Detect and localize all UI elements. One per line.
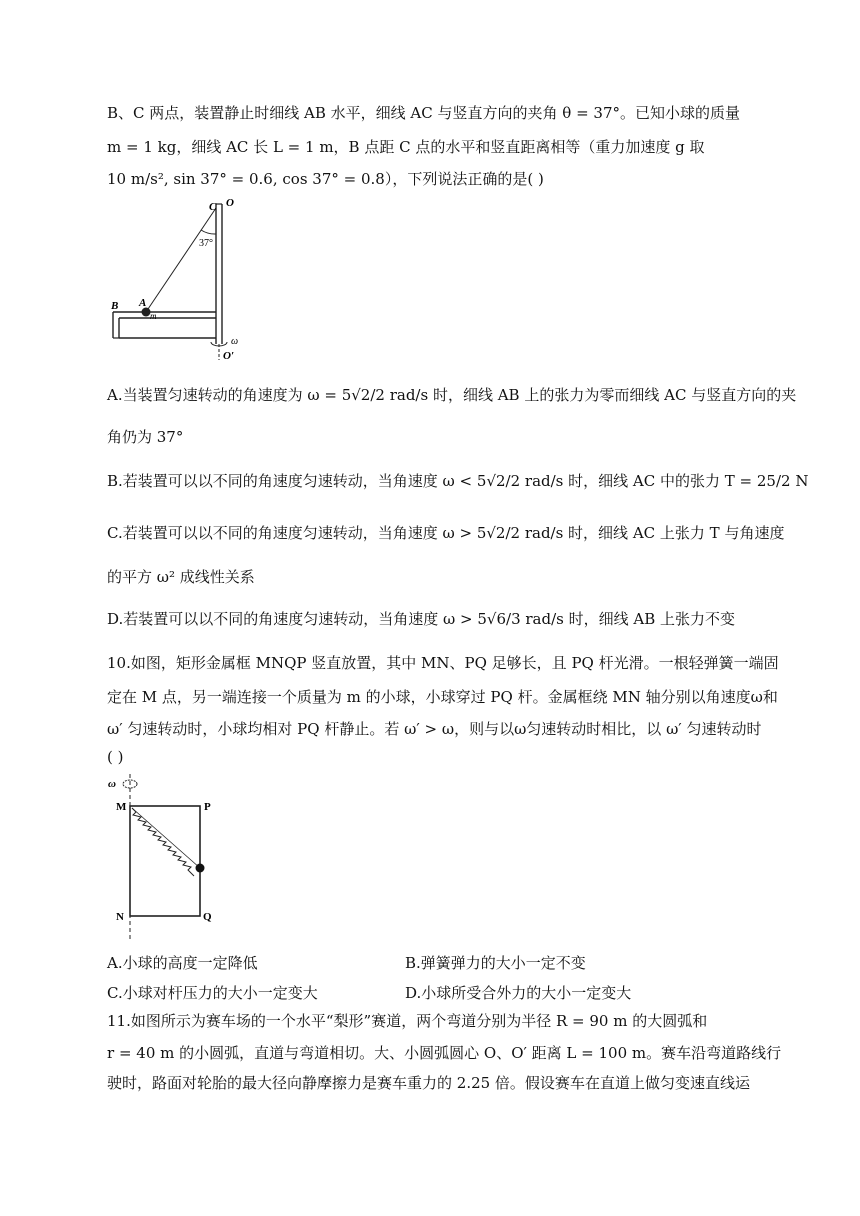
q9-option-c-line-1: C.若装置可以以不同的角速度匀速转动，当角速度 ω > 5√2/2 rad/s 时，细线 AC 上张力 T 与角速度 [107, 524, 785, 542]
q11-line-3: 驶时，路面对轮胎的最大径向静摩擦力是赛车重力的 2.25 倍。假设赛车在直道上做匀变速直线运 [107, 1074, 750, 1092]
q10-frame-figure [104, 770, 234, 942]
q10-label-m: M [116, 801, 127, 813]
q9-apparatus-figure [105, 196, 250, 361]
q10-line-4: ( ) [107, 748, 124, 766]
q11-line-2: r = 40 m 的小圆弧，直道与弯道相切。大、小圆弧圆心 O、O′ 距离 L = 100 m。赛车沿弯道路线行 [107, 1044, 782, 1062]
q9-label-c: C [209, 201, 217, 213]
q10-label-q: Q [203, 911, 212, 923]
q10-label-p: P [204, 801, 211, 813]
q10-option-b: B.弹簧弹力的大小一定不变 [405, 954, 586, 972]
q10-line-2: 定在 M 点，另一端连接一个质量为 m 的小球，小球穿过 PQ 杆。金属框绕 MN 轴分别以角速度ω和 [107, 688, 778, 706]
q9-option-a-line-1: A.当装置匀速转动的角速度为 ω = 5√2/2 rad/s 时，细线 AB 上的张力为零而细线 AC 与竖直方向的夹 [107, 386, 797, 404]
q9-label-o: O [226, 197, 234, 209]
q10-label-omega: ω [108, 778, 116, 790]
q10-option-a: A.小球的高度一定降低 [107, 954, 258, 972]
q11-line-1: 11.如图所示为赛车场的一个水平“梨形”赛道，两个弯道分别为半径 R = 90 m 的大圆弧和 [107, 1012, 708, 1030]
q10-option-c: C.小球对杆压力的大小一定变大 [107, 984, 318, 1002]
q9-intro-line-1: B、C 两点，装置静止时细线 AB 水平，细线 AC 与竖直方向的夹角 θ = 37°。已知小球的质量 [107, 104, 740, 122]
q9-intro-line-3: 10 m/s², sin 37° = 0.6, cos 37° = 0.8），下列说法正确的是( ) [107, 170, 544, 188]
q10-line-1: 10.如图，矩形金属框 MNQP 竖直放置，其中 MN、PQ 足够长，且 PQ 杆光滑。一根轻弹簧一端固 [107, 654, 779, 672]
q10-line-3: ω′ 匀速转动时，小球均相对 PQ 杆静止。若 ω′ > ω，则与以ω匀速转动时相比，以 ω′ 匀速转动时 [107, 720, 762, 738]
q9-option-d: D.若装置可以以不同的角速度匀速转动，当角速度 ω > 5√6/3 rad/s 时，细线 AB 上张力不变 [107, 610, 736, 628]
q9-intro-line-2: m = 1 kg，细线 AC 长 L = 1 m，B 点距 C 点的水平和竖直距离相等（重力加速度 g 取 [107, 138, 705, 156]
q9-label-omega: ω [231, 336, 239, 347]
q9-label-m: m [150, 311, 157, 321]
q10-option-d: D.小球所受合外力的大小一定变大 [405, 984, 632, 1002]
q9-option-a-line-2: 角仍为 37° [107, 428, 184, 446]
q9-option-c-line-2: 的平方 ω² 成线性关系 [107, 568, 255, 586]
q9-label-a: A [139, 297, 147, 309]
q9-option-b: B.若装置可以以不同的角速度匀速转动，当角速度 ω < 5√2/2 rad/s 时，细线 AC 中的张力 T = 25/2 N [107, 472, 809, 490]
q10-label-n: N [116, 911, 124, 923]
q9-label-b: B [111, 300, 119, 312]
q9-label-angle: 37° [199, 238, 213, 249]
q9-label-o-prime: O′ [223, 350, 235, 361]
